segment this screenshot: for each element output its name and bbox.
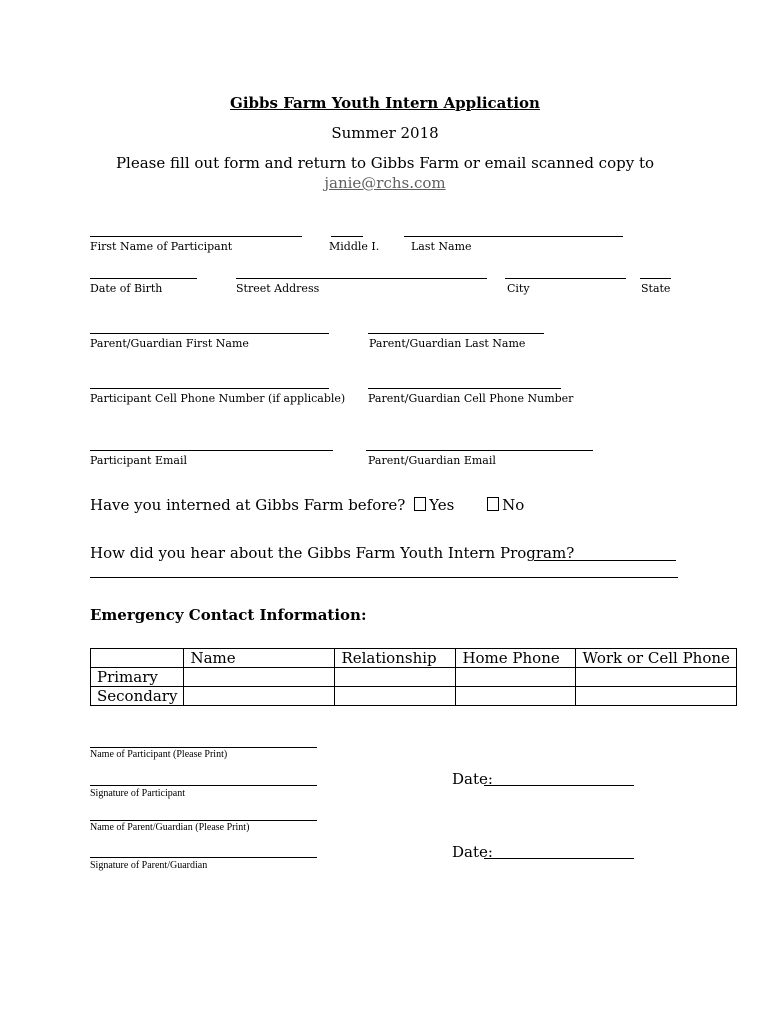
- city-line[interactable]: [505, 278, 626, 279]
- participant-email-label: Participant Email: [90, 454, 187, 467]
- email-link-text[interactable]: janie@rchs.com: [324, 174, 446, 192]
- table-row: [91, 687, 737, 706]
- row-label: Secondary: [91, 687, 184, 706]
- yes-checkbox[interactable]: [414, 497, 426, 511]
- city-label: City: [507, 282, 530, 295]
- primary-home-phone-cell[interactable]: [456, 668, 576, 687]
- guardian-last-label: Parent/Guardian Last Name: [369, 337, 526, 350]
- guardian-last-line[interactable]: [368, 333, 544, 334]
- table-row: [91, 668, 737, 687]
- middle-initial-line[interactable]: [331, 236, 363, 237]
- form-instructions: Please fill out form and return to Gibbs Farm or email scanned copy to: [115, 154, 655, 172]
- first-name-label: First Name of Participant: [90, 240, 233, 253]
- heard-about-line[interactable]: [534, 560, 676, 561]
- table-header-cell: [91, 649, 184, 668]
- interned-question-text: Have you interned at Gibbs Farm before?: [90, 496, 406, 514]
- guardian-first-label: Parent/Guardian First Name: [90, 337, 249, 350]
- street-line[interactable]: [236, 278, 487, 279]
- participant-date-line[interactable]: [484, 785, 634, 786]
- emergency-heading: Emergency Contact Information:: [90, 606, 367, 624]
- yes-label: Yes: [429, 496, 455, 514]
- participant-date-label: Date:: [452, 770, 493, 788]
- table-header-cell: Home Phone: [456, 649, 576, 668]
- guardian-print-label: Name of Parent/Guardian (Please Print): [90, 822, 250, 833]
- guardian-sign-line[interactable]: [90, 857, 317, 858]
- dob-line[interactable]: [90, 278, 197, 279]
- participant-cell-line[interactable]: [90, 388, 329, 389]
- guardian-date-label: Date:: [452, 843, 493, 861]
- street-label: Street Address: [236, 282, 320, 295]
- guardian-email-label: Parent/Guardian Email: [368, 454, 496, 467]
- state-label: State: [641, 282, 671, 295]
- email-link[interactable]: [0, 174, 770, 192]
- heard-about-line-2[interactable]: [90, 577, 678, 578]
- form-subtitle: Summer 2018: [331, 124, 439, 142]
- guardian-date-line[interactable]: [484, 858, 634, 859]
- interned-question: [90, 496, 524, 514]
- guardian-print-line[interactable]: [90, 820, 317, 821]
- middle-initial-label: Middle I.: [329, 240, 380, 253]
- secondary-home-phone-cell[interactable]: [456, 687, 576, 706]
- emergency-contact-table: [90, 648, 737, 706]
- guardian-first-line[interactable]: [90, 333, 329, 334]
- primary-relationship-cell[interactable]: [335, 668, 456, 687]
- secondary-relationship-cell[interactable]: [335, 687, 456, 706]
- participant-print-label: Name of Participant (Please Print): [90, 749, 228, 760]
- table-header-cell: Relationship: [335, 649, 456, 668]
- form-title: Gibbs Farm Youth Intern Application: [230, 94, 540, 112]
- last-name-label: Last Name: [411, 240, 472, 253]
- guardian-cell-line[interactable]: [368, 388, 561, 389]
- guardian-sign-label: Signature of Parent/Guardian: [90, 860, 208, 871]
- participant-sign-line[interactable]: [90, 785, 317, 786]
- no-label: No: [502, 496, 525, 514]
- table-header-cell: Work or Cell Phone: [576, 649, 736, 668]
- table-header-cell: Name: [184, 649, 335, 668]
- participant-cell-label: Participant Cell Phone Number (if applicable): [90, 392, 346, 405]
- guardian-email-line[interactable]: [366, 450, 593, 451]
- table-header-row: [91, 649, 737, 668]
- dob-label: Date of Birth: [90, 282, 163, 295]
- secondary-name-cell[interactable]: [184, 687, 335, 706]
- participant-email-line[interactable]: [90, 450, 333, 451]
- primary-name-cell[interactable]: [184, 668, 335, 687]
- state-line[interactable]: [640, 278, 671, 279]
- first-name-line[interactable]: [90, 236, 302, 237]
- heard-about-question: How did you hear about the Gibbs Farm Youth Intern Program?: [90, 544, 575, 562]
- participant-print-line[interactable]: [90, 747, 317, 748]
- primary-work-phone-cell[interactable]: [576, 668, 736, 687]
- no-checkbox[interactable]: [487, 497, 499, 511]
- last-name-line[interactable]: [404, 236, 623, 237]
- row-label: Primary: [91, 668, 184, 687]
- participant-sign-label: Signature of Participant: [90, 788, 185, 799]
- guardian-cell-label: Parent/Guardian Cell Phone Number: [368, 392, 574, 405]
- secondary-work-phone-cell[interactable]: [576, 687, 736, 706]
